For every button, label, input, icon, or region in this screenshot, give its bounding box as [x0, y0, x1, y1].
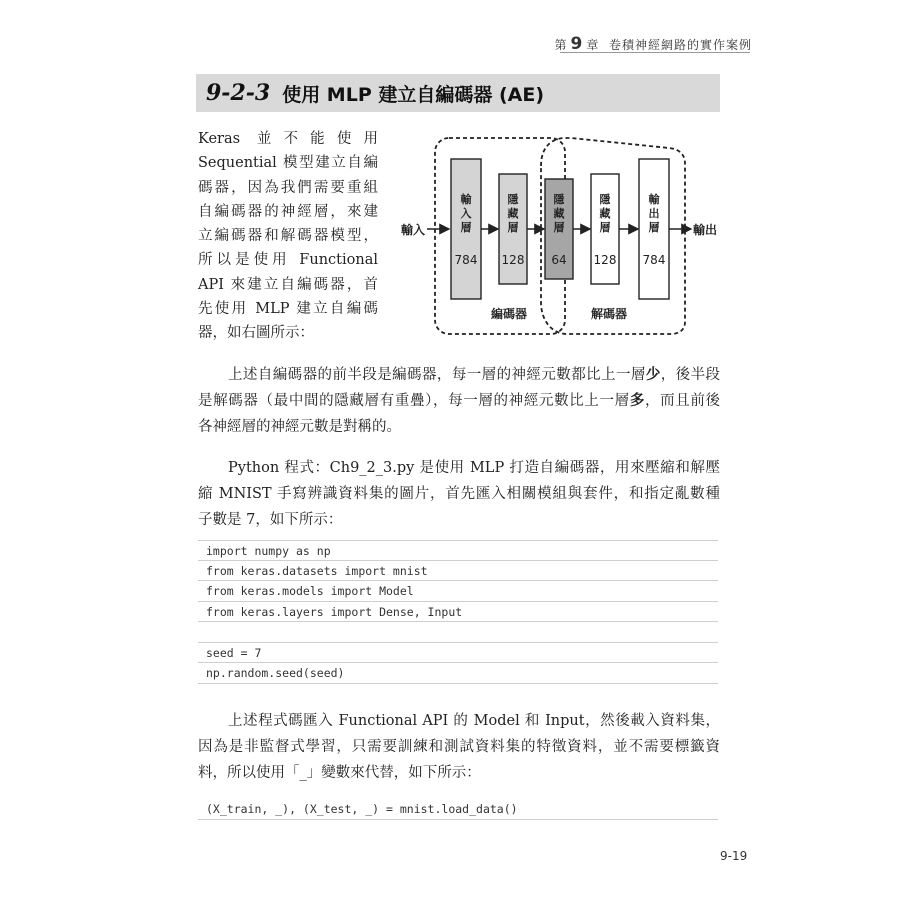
text-run: 是解碼器（最中間的隱藏層有重疊），每一層的神經元數比上一層	[198, 393, 630, 409]
layer-units: 784	[454, 253, 478, 267]
paragraph-line: 上述程式碼匯入 Functional API 的 Model 和 Input，然後載入資料集，	[228, 713, 720, 729]
paragraph-line	[198, 362, 720, 388]
intro-paragraph	[198, 127, 378, 346]
chapter-title: 卷積神經網路的實作案例	[608, 38, 752, 52]
code-line: from keras.datasets import mnist	[198, 561, 718, 582]
paragraph-functional-api	[198, 708, 720, 786]
layer-char: 輸	[460, 193, 472, 206]
layer-char: 隱	[507, 193, 519, 206]
running-header	[554, 34, 752, 54]
intro-line: 所以是使用 Functional	[198, 252, 378, 269]
section-heading	[196, 74, 720, 112]
intro-line: 自編碼器的神經層，來建	[198, 203, 378, 220]
paragraph-line	[198, 388, 720, 414]
code-line: (X_train, _), (X_test, _) = mnist.load_data()	[198, 799, 718, 820]
code-line: seed = 7	[198, 643, 718, 664]
layer-units: 128	[593, 253, 617, 267]
layer-char: 藏	[553, 207, 565, 220]
section-title: 使用 MLP 建立自編碼器 (AE)	[282, 83, 545, 106]
chapter-prefix: 第	[554, 38, 568, 52]
text-run: ，而且前後	[644, 393, 721, 409]
layer-char: 隱	[599, 193, 611, 206]
bold-term-less: 少	[645, 366, 661, 383]
chapter-suffix: 章	[586, 38, 600, 52]
chapter-number: 9	[570, 34, 584, 54]
layer-char: 出	[648, 207, 660, 220]
intro-line: API 來建立自編碼器，首	[198, 276, 378, 293]
text-run: 上述自編碼器的前半段是編碼器，每一層的神經元數都比上一層	[228, 367, 646, 383]
layer-char: 層	[460, 221, 472, 234]
layer-char: 藏	[507, 207, 519, 220]
header-rule	[560, 52, 750, 53]
text-run: ，後半段	[660, 367, 720, 383]
paragraph-line: 料，所以使用「_」變數來代替，如下所示：	[198, 765, 481, 781]
layer-char: 層	[553, 221, 565, 234]
code-line: from keras.models import Model	[198, 581, 718, 602]
paragraph-line: 縮 MNIST 手寫辨識資料集的圖片，首先匯入相關模組與套件，和指定亂數種	[198, 486, 720, 502]
layer-char: 入	[460, 207, 472, 220]
intro-line: 立編碼器和解碼器模型，	[198, 228, 378, 245]
layer-char: 隱	[553, 193, 565, 206]
code-line: import numpy as np	[198, 540, 718, 561]
paragraph-line: 各神經層的神經元數是對稱的。	[198, 419, 401, 435]
layer-char: 藏	[599, 207, 611, 220]
intro-line: 先使用 MLP 建立自編碼	[198, 301, 378, 318]
code-line	[198, 622, 718, 643]
code-block-load-data	[198, 799, 718, 820]
intro-line: 器，如右圖所示：	[198, 325, 314, 342]
section-number: 9-2-3	[206, 80, 271, 106]
intro-line: 碼器，因為我們需要重組	[198, 179, 378, 196]
layer-units: 128	[501, 253, 525, 267]
code-line: np.random.seed(seed)	[198, 663, 718, 684]
paragraph-line: 因為是非監督式學習，只需要訓練和測試資料集的特徵資料，並不需要標籤資	[198, 739, 720, 755]
layer-char: 層	[599, 221, 611, 234]
bold-term-more: 多	[629, 392, 645, 409]
output-label: 輸出	[693, 223, 718, 237]
intro-line: Keras 並不能使用	[198, 131, 378, 147]
paragraph-line: Python 程式：Ch9_2_3.py 是使用 MLP 打造自編碼器，用來壓縮和解壓	[228, 460, 720, 476]
page-number: 9-19	[720, 849, 748, 863]
code-block-imports	[198, 540, 718, 684]
encoder-label: 編碼器	[490, 307, 528, 321]
code-line: from keras.layers import Dense, Input	[198, 602, 718, 623]
input-label: 輸入	[401, 223, 426, 237]
decoder-label: 解碼器	[590, 307, 628, 321]
autoencoder-diagram	[395, 132, 735, 336]
layer-char: 輸	[648, 193, 660, 206]
layer-units: 784	[642, 253, 666, 267]
paragraph-encoder-decoder	[198, 362, 720, 440]
paragraph-line: 子數是 7，如下所示：	[198, 512, 343, 528]
layer-units: 64	[551, 253, 567, 267]
layer-char: 層	[507, 221, 519, 234]
layer-char: 層	[648, 221, 660, 234]
intro-line: Sequential 模型建立自編	[198, 155, 378, 172]
paragraph-program-intro	[198, 455, 720, 533]
